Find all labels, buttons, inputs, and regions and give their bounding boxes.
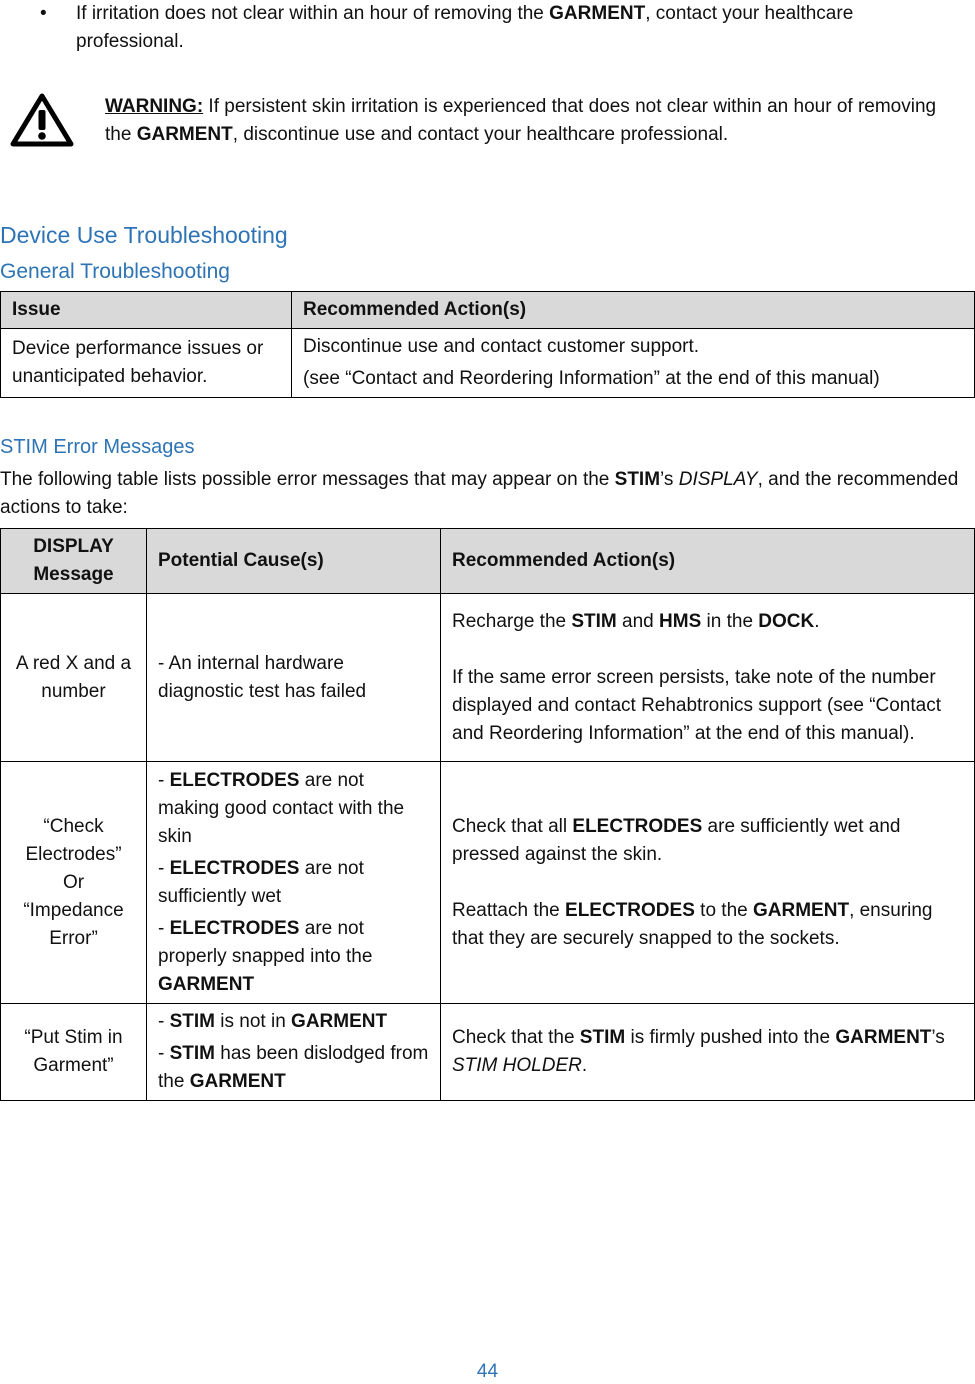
header-display-message: DISPLAY Message	[1, 529, 147, 594]
heading-stim-error-messages: STIM Error Messages	[0, 436, 195, 458]
header-issue: Issue	[1, 292, 292, 329]
heading-device-use-troubleshooting: Device Use Troubleshooting	[0, 222, 288, 248]
action-line-1: Discontinue use and contact customer support.	[303, 336, 700, 357]
action-paragraph: Check that all ELECTRODES are sufficiently wet and pressed against the skin.	[452, 815, 901, 865]
cause-cell	[147, 762, 441, 1004]
action-paragraph: Recharge the STIM and HMS in the DOCK.	[452, 610, 820, 632]
warning-triangle-icon	[10, 92, 74, 148]
bullet-item	[40, 0, 960, 56]
table-row	[1, 594, 975, 762]
table-header-row	[1, 529, 975, 594]
action-cell	[441, 1004, 975, 1101]
table-row	[1, 1004, 975, 1101]
message-cell: A red X and a number	[1, 594, 147, 762]
action-cell	[441, 762, 975, 1004]
heading-general-troubleshooting: General Troubleshooting	[0, 260, 230, 283]
cause-item: - ELECTRODES are not properly snapped into the GARMENT	[158, 917, 373, 995]
bullet-text: If irritation does not clear within an hour of removing the GARMENT, contact your healthcare professional.	[76, 3, 854, 52]
intro-paragraph: The following table lists possible error messages that may appear on the STIM’s DISPLAY, and the recommended actions to take:	[0, 469, 959, 518]
error-messages-table	[0, 528, 975, 1101]
action-paragraph: If the same error screen persists, take note of the number displayed and contact Rehabtronics support (see “Contact and Reordering Information” at the end of this manual).	[452, 666, 941, 744]
action-cell	[292, 329, 975, 398]
action-cell	[441, 594, 975, 762]
bullet-symbol: •	[40, 3, 47, 24]
header-potential-causes: Potential Cause(s)	[147, 529, 441, 594]
header-recommended-action: Recommended Action(s)	[292, 292, 975, 329]
cause-item: - STIM is not in GARMENT	[158, 1011, 388, 1032]
action-line-2: (see “Contact and Reordering Information” at the end of this manual)	[303, 368, 880, 389]
cause-item: - ELECTRODES are not sufficiently wet	[158, 857, 364, 907]
general-troubleshooting-table	[0, 291, 975, 398]
cause-cell	[147, 1004, 441, 1101]
page-number: 44	[476, 1361, 499, 1382]
table-row	[1, 329, 975, 398]
table-row	[1, 762, 975, 1004]
issue-cell: Device performance issues or unanticipated behavior.	[1, 329, 292, 398]
header-recommended-actions: Recommended Action(s)	[441, 529, 975, 594]
cause-item: - ELECTRODES are not making good contact with the skin	[158, 769, 405, 847]
cause-item: - STIM has been dislodged from the GARMENT	[158, 1043, 429, 1092]
message-cell: “Check Electrodes” Or “Impedance Error”	[1, 762, 147, 1004]
cause-cell: - An internal hardware diagnostic test has failed	[147, 594, 441, 762]
message-cell: “Put Stim in Garment”	[1, 1004, 147, 1101]
table-header-row	[1, 292, 975, 329]
action-paragraph: Reattach the ELECTRODES to the GARMENT, ensuring that they are securely snapped to the sockets.	[452, 899, 933, 949]
action-paragraph: Check that the STIM is firmly pushed into the GARMENT’s STIM HOLDER.	[452, 1027, 945, 1076]
warning-text: WARNING: If persistent skin irritation is experienced that does not clear within an hour of removing the GARMENT, discontinue use and contact your healthcare professional.	[105, 96, 937, 145]
